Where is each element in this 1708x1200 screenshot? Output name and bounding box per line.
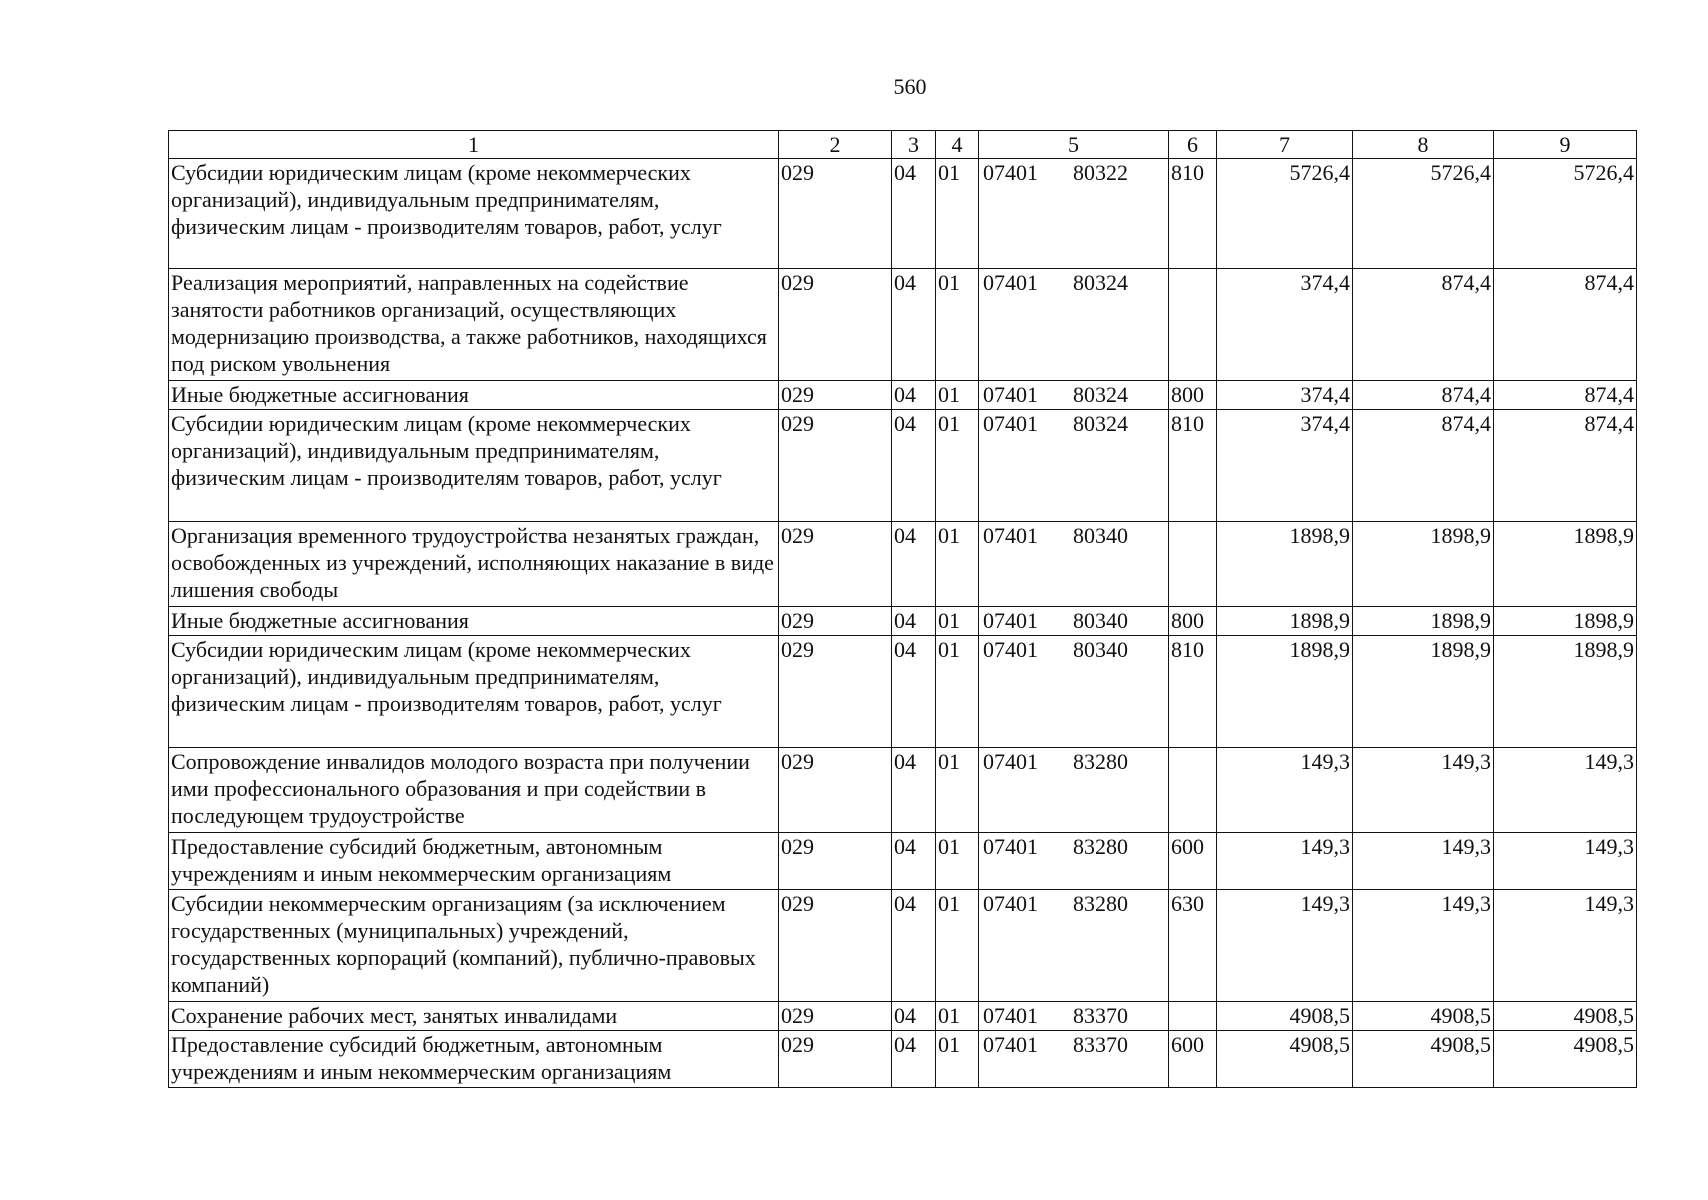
article-code: 80324 [1073,270,1128,295]
program-code: 07401 [983,608,1038,633]
row-description: Субсидии юридическим лицам (кроме некоммерческих организаций), индивидуальным предпринимателям, физическим лицам - производителям товаров, работ, услуг [169,410,779,522]
target-article-code [979,833,1169,890]
program-code: 07401 [983,891,1038,916]
ministry-code: 029 [779,159,892,269]
budget-table [168,130,1637,1088]
row-description: Предоставление субсидий бюджетным, автономным учреждениям и иным некоммерческим организациям [169,833,779,890]
amount-col7: 4908,5 [1217,1031,1353,1088]
table-row [169,833,1637,890]
amount-col8: 149,3 [1353,833,1494,890]
amount-col8: 1898,9 [1353,636,1494,748]
table-row [169,410,1637,522]
subsection-code: 01 [936,1002,979,1031]
expense-type-code: 630 [1169,890,1217,1002]
article-code: 80340 [1073,523,1128,548]
ministry-code: 029 [779,748,892,833]
amount-col9: 874,4 [1494,269,1637,381]
program-code: 07401 [983,411,1038,436]
expense-type-code [1169,269,1217,381]
row-description: Субсидии некоммерческим организациям (за исключением государственных (муниципальных) учреждений, государственных корпораций (компаний), публично-правовых компаний) [169,890,779,1002]
expense-type-code [1169,1002,1217,1031]
section-code: 04 [892,636,936,748]
target-article-code [979,748,1169,833]
table-row [169,636,1637,748]
column-header-1: 1 [169,131,779,159]
section-code: 04 [892,269,936,381]
amount-col8: 1898,9 [1353,607,1494,636]
program-code: 07401 [983,749,1038,774]
target-article-code [979,381,1169,410]
section-code: 04 [892,522,936,607]
section-code: 04 [892,159,936,269]
target-article-code [979,269,1169,381]
column-header-6: 6 [1169,131,1217,159]
row-description: Предоставление субсидий бюджетным, автономным учреждениям и иным некоммерческим организациям [169,1031,779,1088]
target-article-code [979,159,1169,269]
row-description: Субсидии юридическим лицам (кроме некоммерческих организаций), индивидуальным предпринимателям, физическим лицам - производителям товаров, работ, услуг [169,636,779,748]
amount-col7: 149,3 [1217,890,1353,1002]
subsection-code: 01 [936,748,979,833]
ministry-code: 029 [779,636,892,748]
table-row [169,381,1637,410]
amount-col8: 874,4 [1353,410,1494,522]
program-code: 07401 [983,160,1038,185]
table-row [169,269,1637,381]
subsection-code: 01 [936,1031,979,1088]
page-number: 560 [893,74,927,99]
section-code: 04 [892,410,936,522]
amount-col8: 4908,5 [1353,1002,1494,1031]
amount-col9: 1898,9 [1494,607,1637,636]
article-code: 83370 [1073,1003,1128,1028]
amount-col7: 4908,5 [1217,1002,1353,1031]
row-description: Иные бюджетные ассигнования [169,607,779,636]
table-row [169,1031,1637,1088]
amount-col8: 874,4 [1353,381,1494,410]
expense-type-code: 800 [1169,381,1217,410]
program-code: 07401 [983,637,1038,662]
amount-col7: 1898,9 [1217,607,1353,636]
column-header-8: 8 [1353,131,1494,159]
amount-col9: 4908,5 [1494,1031,1637,1088]
amount-col7: 374,4 [1217,410,1353,522]
amount-col9: 1898,9 [1494,522,1637,607]
ministry-code: 029 [779,410,892,522]
article-code: 80340 [1073,637,1128,662]
target-article-code [979,607,1169,636]
amount-col9: 149,3 [1494,748,1637,833]
amount-col8: 149,3 [1353,748,1494,833]
amount-col7: 149,3 [1217,833,1353,890]
subsection-code: 01 [936,269,979,381]
table-row [169,607,1637,636]
amount-col7: 374,4 [1217,269,1353,381]
ministry-code: 029 [779,381,892,410]
section-code: 04 [892,607,936,636]
column-header-3: 3 [892,131,936,159]
article-code: 80324 [1073,411,1128,436]
subsection-code: 01 [936,381,979,410]
target-article-code [979,1031,1169,1088]
row-description: Сопровождение инвалидов молодого возраста при получении ими профессионального образования и при содействии в последующем трудоустройстве [169,748,779,833]
row-description: Субсидии юридическим лицам (кроме некоммерческих организаций), индивидуальным предпринимателям, физическим лицам - производителям товаров, работ, услуг [169,159,779,269]
article-code: 83280 [1073,749,1128,774]
amount-col9: 874,4 [1494,410,1637,522]
column-header-7: 7 [1217,131,1353,159]
table-row [169,522,1637,607]
ministry-code: 029 [779,607,892,636]
amount-col7: 149,3 [1217,748,1353,833]
subsection-code: 01 [936,636,979,748]
amount-col8: 4908,5 [1353,1031,1494,1088]
amount-col8: 149,3 [1353,890,1494,1002]
row-description: Реализация мероприятий, направленных на содействие занятости работников организаций, осуществляющих модернизацию производства, а также работников, находящихся под риском увольнения [169,269,779,381]
article-code: 83370 [1073,1032,1128,1057]
amount-col7: 1898,9 [1217,522,1353,607]
subsection-code: 01 [936,607,979,636]
article-code: 80340 [1073,608,1128,633]
article-code: 83280 [1073,834,1128,859]
amount-col9: 149,3 [1494,890,1637,1002]
target-article-code [979,890,1169,1002]
target-article-code [979,410,1169,522]
table-row [169,748,1637,833]
column-header-2: 2 [779,131,892,159]
header-row [169,131,1637,159]
program-code: 07401 [983,270,1038,295]
program-code: 07401 [983,834,1038,859]
row-description: Иные бюджетные ассигнования [169,381,779,410]
row-description: Сохранение рабочих мест, занятых инвалидами [169,1002,779,1031]
article-code: 83280 [1073,891,1128,916]
target-article-code [979,522,1169,607]
amount-col8: 1898,9 [1353,522,1494,607]
section-code: 04 [892,381,936,410]
ministry-code: 029 [779,269,892,381]
target-article-code [979,1002,1169,1031]
amount-col9: 1898,9 [1494,636,1637,748]
expense-type-code: 810 [1169,636,1217,748]
subsection-code: 01 [936,890,979,1002]
subsection-code: 01 [936,522,979,607]
section-code: 04 [892,833,936,890]
column-header-5: 5 [979,131,1169,159]
amount-col8: 874,4 [1353,269,1494,381]
expense-type-code: 600 [1169,1031,1217,1088]
ministry-code: 029 [779,522,892,607]
article-code: 80324 [1073,382,1128,407]
section-code: 04 [892,1002,936,1031]
article-code: 80322 [1073,160,1128,185]
expense-type-code: 810 [1169,410,1217,522]
section-code: 04 [892,890,936,1002]
expense-type-code: 810 [1169,159,1217,269]
amount-col7: 374,4 [1217,381,1353,410]
column-header-9: 9 [1494,131,1637,159]
program-code: 07401 [983,523,1038,548]
amount-col9: 149,3 [1494,833,1637,890]
amount-col9: 874,4 [1494,381,1637,410]
expense-type-code: 600 [1169,833,1217,890]
amount-col8: 5726,4 [1353,159,1494,269]
row-description: Организация временного трудоустройства незанятых граждан, освобожденных из учреждений, исполняющих наказание в виде лишения свободы [169,522,779,607]
program-code: 07401 [983,1003,1038,1028]
expense-type-code [1169,522,1217,607]
amount-col9: 4908,5 [1494,1002,1637,1031]
ministry-code: 029 [779,890,892,1002]
section-code: 04 [892,748,936,833]
program-code: 07401 [983,1032,1038,1057]
ministry-code: 029 [779,833,892,890]
expense-type-code [1169,748,1217,833]
amount-col9: 5726,4 [1494,159,1637,269]
expense-type-code: 800 [1169,607,1217,636]
subsection-code: 01 [936,159,979,269]
target-article-code [979,636,1169,748]
subsection-code: 01 [936,833,979,890]
section-code: 04 [892,1031,936,1088]
ministry-code: 029 [779,1031,892,1088]
table-row [169,890,1637,1002]
amount-col7: 5726,4 [1217,159,1353,269]
table-row [169,1002,1637,1031]
ministry-code: 029 [779,1002,892,1031]
table-row [169,159,1637,269]
amount-col7: 1898,9 [1217,636,1353,748]
column-header-4: 4 [936,131,979,159]
program-code: 07401 [983,382,1038,407]
subsection-code: 01 [936,410,979,522]
